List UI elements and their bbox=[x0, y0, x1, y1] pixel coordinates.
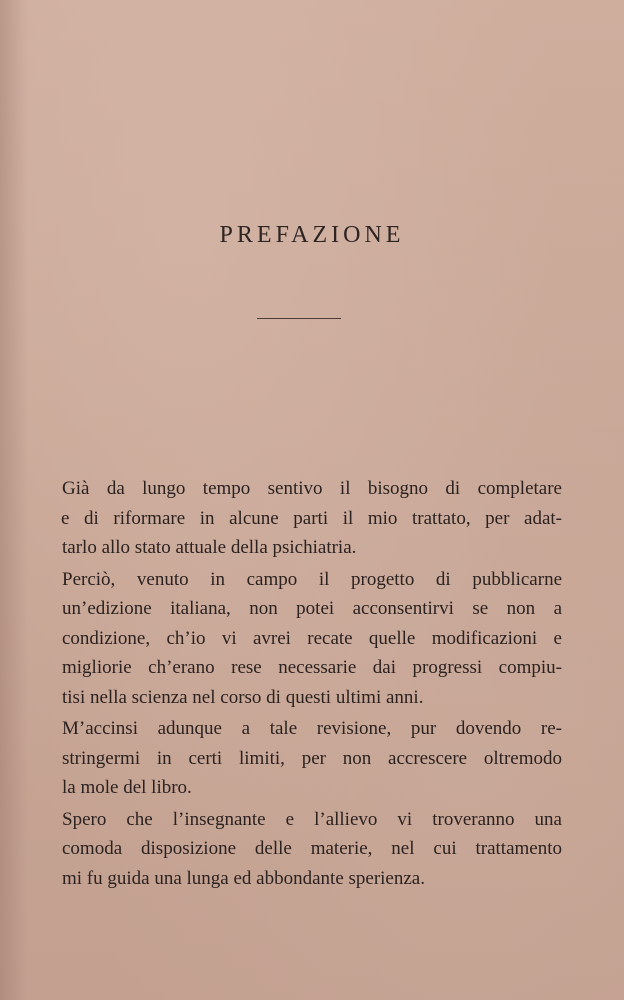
preface-body bbox=[62, 474, 562, 895]
text-line: tisi nella scienza nel corso di questi ultimi anni. bbox=[62, 686, 424, 708]
text-line: comoda disposizione delle materie, nel cui trattamento bbox=[62, 838, 562, 859]
text-line: un’edizione italiana, non potei acconsentirvi se non a bbox=[62, 598, 562, 619]
text-line: condizione, ch’io vi avrei recate quelle modificazioni e bbox=[62, 627, 562, 649]
paragraph-2 bbox=[62, 565, 562, 713]
paragraph-1 bbox=[62, 474, 562, 563]
text-line: migliorie ch’erano rese necessarie dai progressi compiu- bbox=[62, 657, 562, 678]
text-line: e di riformare in alcune parti il mio trattato, per adat- bbox=[61, 507, 562, 529]
page-gutter-shadow bbox=[0, 0, 28, 1000]
page-title: PREFAZIONE bbox=[219, 222, 405, 248]
paragraph-3 bbox=[62, 714, 562, 803]
title-divider bbox=[257, 318, 341, 319]
text-line: mi fu guida una lunga ed abbondante sperienza. bbox=[62, 867, 425, 889]
text-line: stringermi in certi limiti, per non accrescere oltremodo bbox=[62, 747, 562, 769]
text-line: Perciò, venuto in campo il progetto di pubblicarne bbox=[62, 568, 562, 590]
text-line: M’accinsi adunque a tale revisione, pur dovendo re- bbox=[62, 718, 562, 739]
text-line: tarlo allo stato attuale della psichiatria. bbox=[62, 537, 357, 558]
text-line: la mole del libro. bbox=[62, 777, 192, 798]
text-line: Spero che l’insegnante e l’allievo vi troveranno una bbox=[62, 808, 562, 830]
paragraph-4 bbox=[62, 805, 562, 894]
text-line: Già da lungo tempo sentivo il bisogno di completare bbox=[62, 478, 562, 499]
